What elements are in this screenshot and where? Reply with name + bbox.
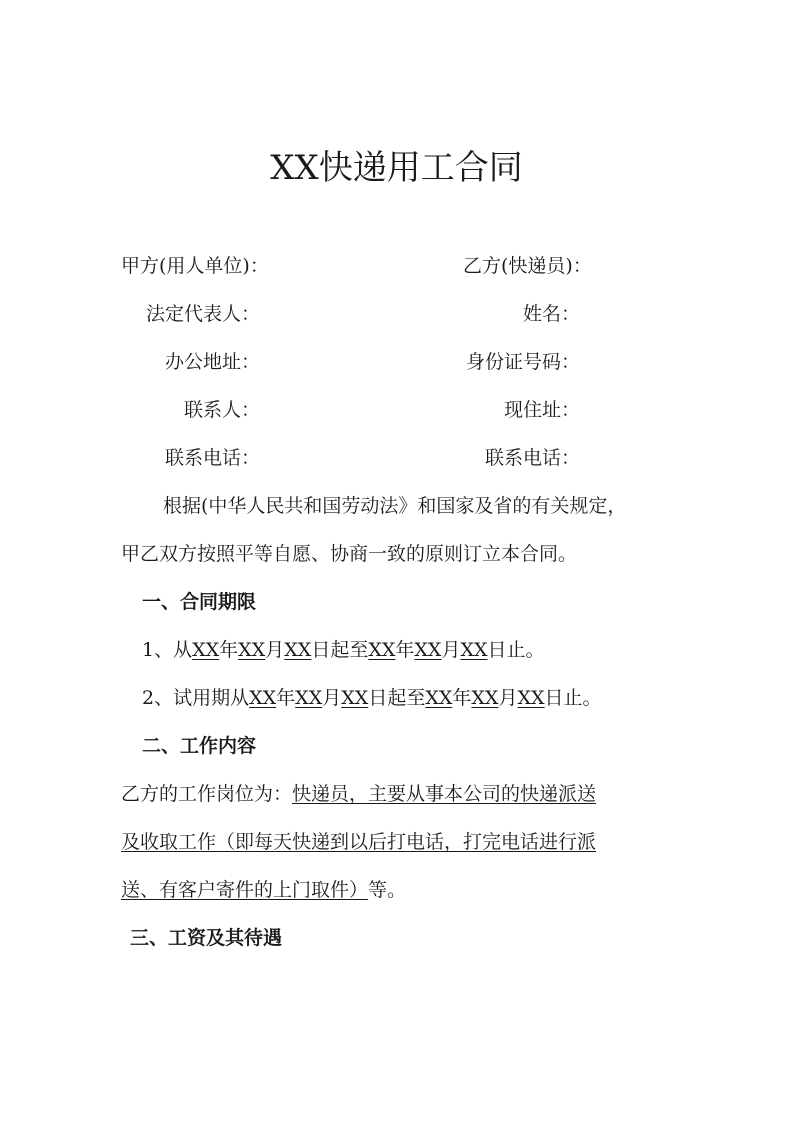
blank-field: XX <box>517 687 545 709</box>
party-b-field: 联系电话： <box>484 447 580 469</box>
party-row <box>0 397 793 423</box>
section-heading: 一、合同期限 <box>142 591 257 613</box>
blank-field: XX <box>368 639 396 661</box>
party-a-field: 法定代表人： <box>145 303 260 325</box>
job-content-line: 送、有客户寄件的上门取件）等。 <box>121 879 407 901</box>
blank-field: XX <box>192 639 220 661</box>
party-row <box>0 301 793 327</box>
party-row <box>0 349 793 375</box>
party-b-field: 身份证号码： <box>465 351 580 373</box>
blank-field: XX <box>414 639 442 661</box>
blank-field: XX <box>238 639 266 661</box>
blank-field: XX <box>249 687 277 709</box>
party-b-field: 现住址： <box>503 399 580 421</box>
intro-line: 甲乙双方按照平等自愿、协商一致的原则订立本合同。 <box>121 543 578 565</box>
party-a-field: 联系人： <box>183 399 260 421</box>
blank-field: XX <box>471 687 499 709</box>
blank-field: XX <box>341 687 369 709</box>
party-b-field: 姓名： <box>522 303 580 325</box>
probation-line: 2、试用期从XX年XX月XX日起至XX年XX月XX日止。 <box>142 687 602 709</box>
party-row <box>0 445 793 471</box>
intro-line: 根据(中华人民共和国劳动法》和国家及省的有关规定， <box>163 495 627 517</box>
blank-field: XX <box>284 639 312 661</box>
blank-field: XX <box>460 639 488 661</box>
party-a-field: 办公地址： <box>164 351 260 373</box>
blank-field: XX <box>425 687 453 709</box>
section-heading: 二、工作内容 <box>142 735 257 757</box>
party-a-field: 联系电话： <box>164 447 260 469</box>
job-content-line: 及收取工作（即每天快递到以后打电话，打完电话进行派 <box>121 831 597 853</box>
party-a-label: 甲方(用人单位)： <box>121 255 269 277</box>
job-content-line: 乙方的工作岗位为：快递员，主要从事本公司的快递派送 <box>121 783 597 805</box>
blank-field: XX <box>295 687 323 709</box>
section-heading: 三、工资及其待遇 <box>130 927 283 949</box>
party-b-label: 乙方(快递员)： <box>463 255 592 277</box>
contract-term-line: 1、从XX年XX月XX日起至XX年XX月XX日止。 <box>142 639 545 661</box>
document-title: XX快递用工合同 <box>270 148 523 188</box>
